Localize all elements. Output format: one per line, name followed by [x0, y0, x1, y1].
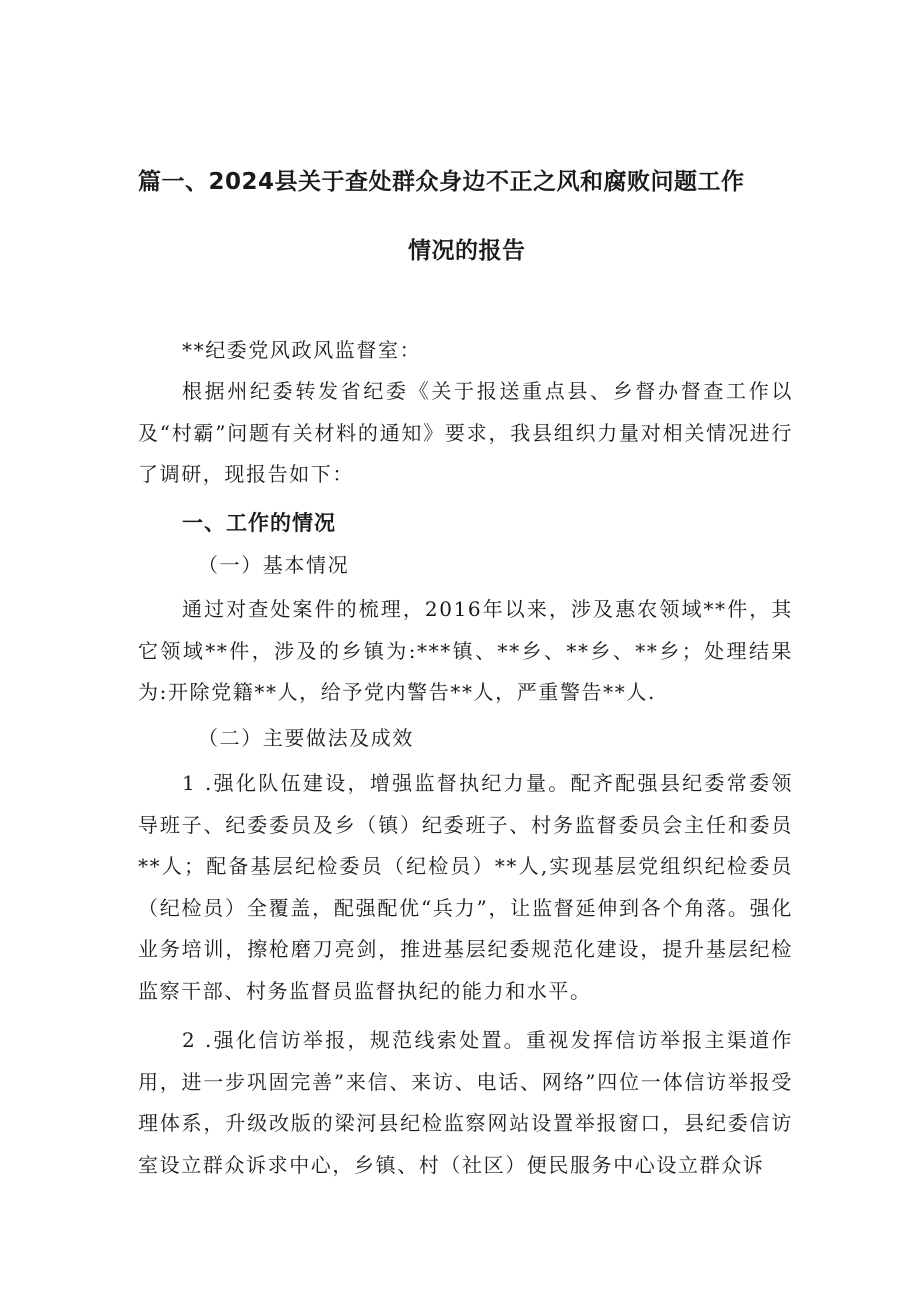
subsection-heading-practices: （二）主要做法及成效	[198, 726, 414, 750]
practice-item-2: 2 .强化信访举报，规范线索处置。重视发挥信访举报主渠道作用，进一步巩固完善”来信、来访、电话、网络”四位一体信访举报受理体系，升级改版的梁河县纪检监察网站设置举报窗口，县纪委信访室设立群众诉求中心，乡镇、村（社区）便民服务中心设立群众诉	[138, 1028, 793, 1177]
practice-item-1: 1 .强化队伍建设，增强监督执纪力量。配齐配强县纪委常委领导班子、纪委委员及乡（镇）纪委班子、村务监督委员会主任和委员**人；配备基层纪检委员（纪检员）**人,实现基层党组织纪检委员（纪检员）全覆盖，配强配优“兵力”，让监督延伸到各个角落。强化业务培训，擦枪磨刀亮剑，推进基层纪委规范化建设，提升基层纪检监察干部、村务监督员监督执纪的能力和水平。	[138, 771, 793, 1003]
document-title-line-2: 情况的报告	[408, 238, 526, 264]
section-heading-work-situation: 一、工作的情况	[182, 511, 336, 535]
intro-paragraph: 根据州纪委转发省纪委《关于报送重点县、乡督办督查工作以及“村霸”问题有关材料的通知》要求，我县组织力量对相关情况进行了调研，现报告如下：	[138, 379, 793, 486]
basic-situation-paragraph: 通过对查处案件的梳理，2016年以来，涉及惠农领域**件，其它领域**件，涉及的乡镇为:***镇、**乡、**乡、**乡；处理结果为:开除党籍**人，给予党内警告**人，严重警告**人.	[138, 597, 793, 704]
addressee: **纪委党风政风监督室：	[182, 338, 422, 362]
subsection-heading-basic: （一）基本情况	[198, 553, 350, 577]
document-title-line-1: 篇一、2024县关于查处群众身边不正之风和腐败问题工作	[138, 169, 745, 195]
